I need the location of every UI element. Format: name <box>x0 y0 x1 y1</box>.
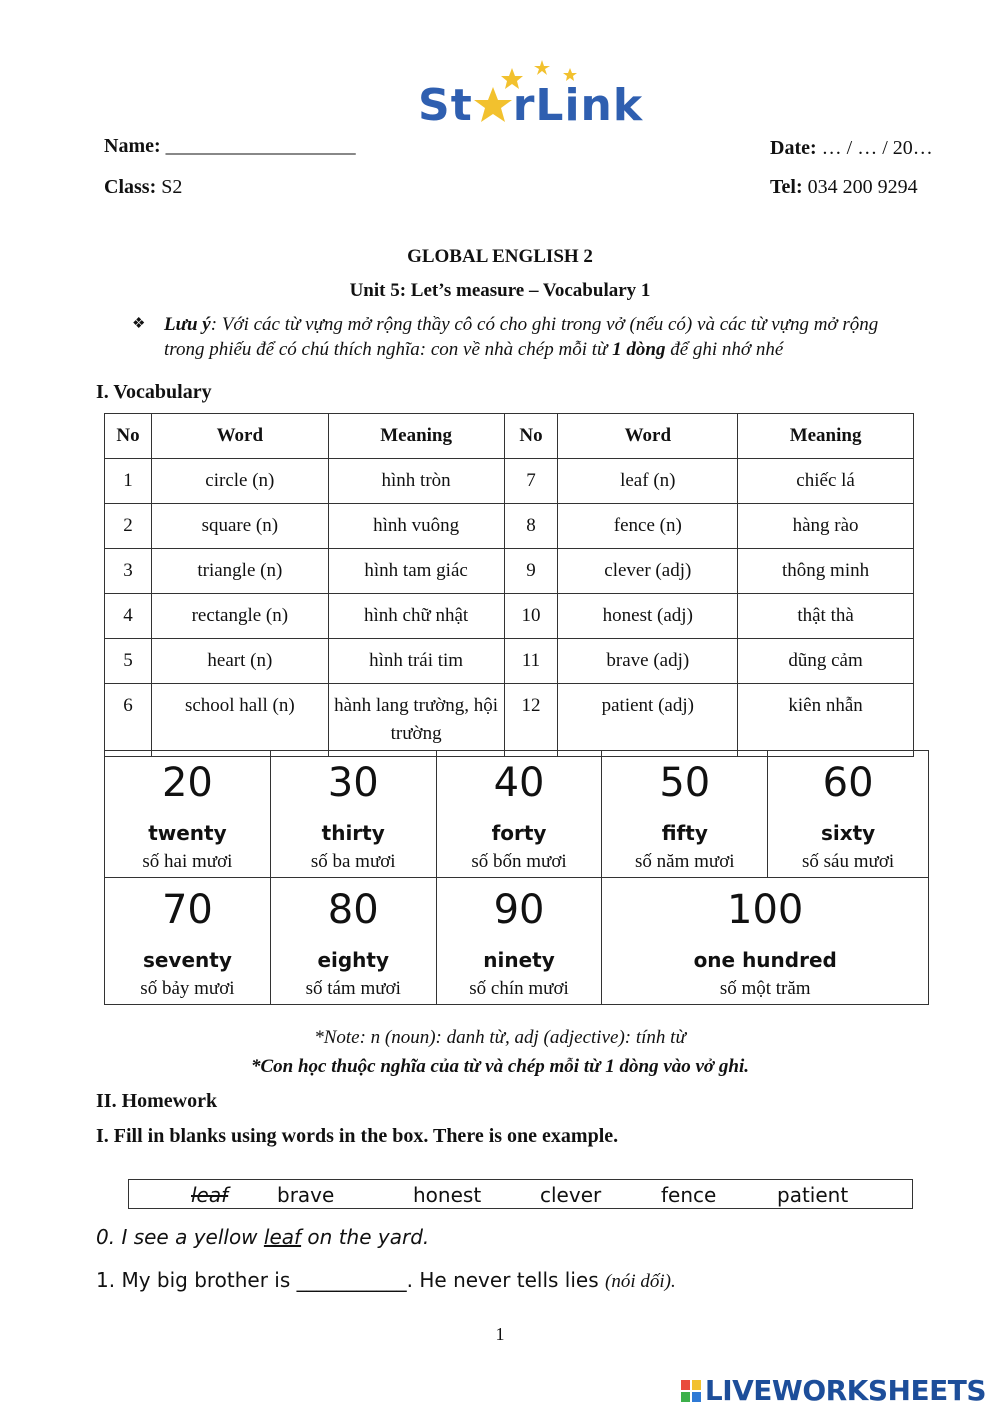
page-number: 1 <box>495 1324 505 1344</box>
date-value: … / … / 20… <box>821 137 933 159</box>
answer-blank-1[interactable]: ___________ <box>296 1268 407 1292</box>
word-box-item: honest <box>413 1183 482 1207</box>
liveworksheets-icon <box>681 1380 701 1402</box>
number-cell: 60 sixty số sáu mươi <box>768 751 929 878</box>
star-icon <box>473 86 513 124</box>
word-box-example: leaf <box>191 1183 229 1207</box>
word-box <box>128 1179 913 1209</box>
tel-field: Tel: 034 200 9294 <box>770 176 918 198</box>
numbers-table <box>104 750 929 1005</box>
tel-value: 034 200 9294 <box>807 176 918 198</box>
name-field: Name: ___________________ <box>104 135 356 157</box>
starlink-logo <box>418 58 663 138</box>
table-row: 1 circle (n) hình tròn 7 leaf (n) chiếc lá <box>105 459 914 504</box>
diamond-bullet-icon: ❖ <box>132 316 146 332</box>
word-box-item: brave <box>277 1183 335 1207</box>
example-sentence: 0. I see a yellow leaf on the yard. <box>96 1225 430 1249</box>
exercise-title: I. Fill in blanks using words in the box. There is one example. <box>96 1125 619 1147</box>
numbers-row <box>105 751 929 878</box>
question-1: 1. My big brother is ___________. He never tells lies (nói dối). <box>96 1268 676 1292</box>
class-field: Class: S2 <box>104 176 183 198</box>
logo-text-right: rLink <box>512 80 644 131</box>
section-homework: II. Homework <box>96 1090 218 1112</box>
number-cell: 70 seventy số bảy mươi <box>105 878 271 1005</box>
table-row: 2 square (n) hình vuông 8 fence (n) hàng rào <box>105 504 914 549</box>
number-cell: 80 eighty số tám mươi <box>270 878 436 1005</box>
unit-title: Unit 5: Let’s measure – Vocabulary 1 <box>349 280 651 301</box>
word-box-item: clever <box>540 1183 602 1207</box>
liveworksheets-logo: LIVEWORKSHEETS <box>681 1374 986 1407</box>
table-row: 3 triangle (n) hình tam giác 9 clever (adj) thông minh <box>105 549 914 594</box>
number-cell: 20 twenty số hai mươi <box>105 751 271 878</box>
number-cell: 90 ninety số chín mươi <box>436 878 602 1005</box>
table-row: 6 school hall (n) hành lang trường, hội trường 12 patient (adj) kiên nhẫn <box>105 684 914 757</box>
date-field: Date: … / … / 20… <box>770 137 933 159</box>
section-vocabulary: I. Vocabulary <box>96 381 212 403</box>
table-header-row: No Word Meaning No Word Meaning <box>105 414 914 459</box>
name-blank[interactable]: ___________________ <box>165 135 356 157</box>
abbreviation-note: *Note: n (noun): danh từ, adj (adjective): tính từ <box>314 1027 686 1048</box>
number-cell: 40 forty số bốn mươi <box>436 751 602 878</box>
number-cell: 50 fifty số năm mươi <box>602 751 768 878</box>
number-cell: 100 one hundred số một trăm <box>602 878 929 1005</box>
vocabulary-table <box>104 413 914 757</box>
logo-text-left: St <box>418 80 473 131</box>
table-row: 4 rectangle (n) hình chữ nhật 10 honest (adj) thật thà <box>105 594 914 639</box>
class-value: S2 <box>161 176 183 198</box>
word-box-item: fence <box>661 1183 717 1207</box>
numbers-row <box>105 878 929 1005</box>
word-box-item: patient <box>777 1183 849 1207</box>
course-title: GLOBAL ENGLISH 2 <box>407 246 593 267</box>
number-cell: 30 thirty số ba mươi <box>270 751 436 878</box>
study-instruction: *Con học thuộc nghĩa của từ và chép mỗi từ 1 dòng vào vở ghi. <box>251 1056 749 1077</box>
table-row: 5 heart (n) hình trái tim 11 brave (adj) dũng cảm <box>105 639 914 684</box>
study-note: ❖ Lưu ý: Với các từ vựng mở rộng thầy cô có cho ghi trong vở (nếu có) và các từ vựng mở rộng trong phiếu để có chú thích nghĩa: con về nhà chép mỗi từ 1 dòng để ghi nhớ nhé <box>132 314 879 360</box>
